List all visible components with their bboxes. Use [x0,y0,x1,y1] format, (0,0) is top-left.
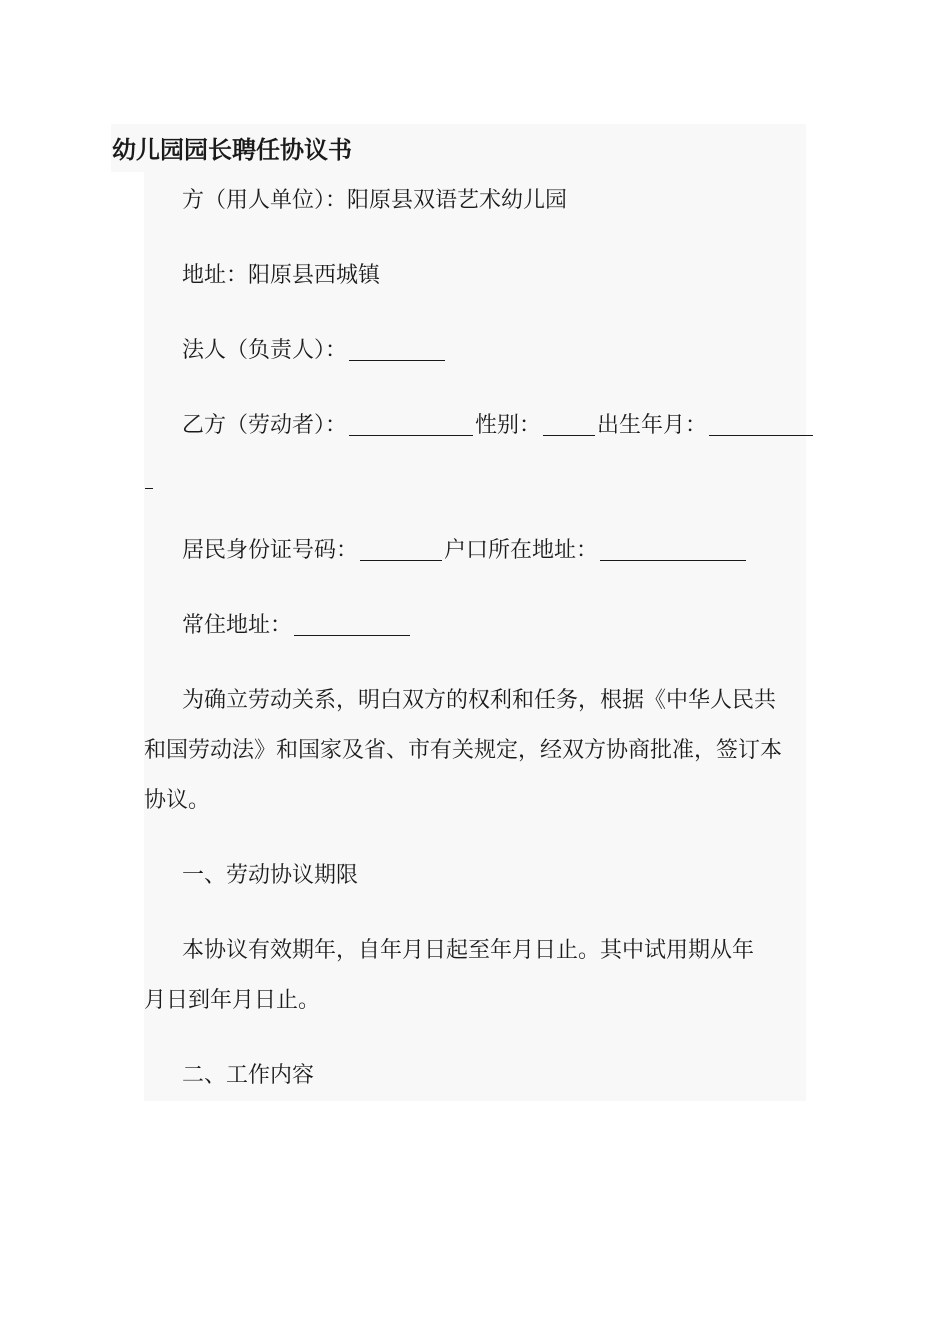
section-1-heading: 一、劳动协议期限 [182,863,359,888]
party-b-line [182,401,815,451]
preamble-line-2: 和国劳动法》和国家及省、市有关规定，经双方协商批准，签订本 [144,738,783,763]
household-label: 户口所在地址： [444,538,599,563]
section-2-heading: 二、工作内容 [182,1063,315,1088]
party-a-line [182,176,567,226]
id-label: 居民身份证号码： [182,538,359,563]
document-title: 幼儿园园长聘任协议书 [112,136,352,164]
party-b-wrap-blank [145,488,153,489]
address-value: 阳原县西城镇 [248,263,381,288]
legal-person-label: 法人（负责人）： [182,338,348,363]
gender-blank [543,409,595,436]
residence-blank [294,609,410,636]
residence-line [182,601,412,651]
party-b-label: 乙方（劳动者）： [182,413,348,438]
section-1-line-2: 月日到年月日止。 [144,988,321,1013]
party-a-value: 阳原县双语艺术幼儿园 [347,188,568,213]
legal-person-line [182,326,447,376]
birth-blank [709,409,813,436]
birth-label: 出生年月： [597,413,708,438]
household-blank [600,534,746,561]
id-line [182,526,748,576]
gender-label: 性别： [475,413,542,438]
party-a-label: 方（用人单位）： [182,188,348,213]
residence-label: 常住地址： [182,613,293,638]
party-b-name-blank [349,409,473,436]
address-label: 地址： [182,263,249,288]
preamble-line-1: 为确立劳动关系，明白双方的权利和任务，根据《中华人民共 [182,688,777,713]
legal-person-blank [349,334,445,361]
id-blank [360,534,442,561]
section-1-line-1: 本协议有效期年，自年月日起至年月日止。其中试用期从年 [182,938,755,963]
preamble-line-3: 协议。 [144,788,211,813]
address-line [182,251,380,301]
